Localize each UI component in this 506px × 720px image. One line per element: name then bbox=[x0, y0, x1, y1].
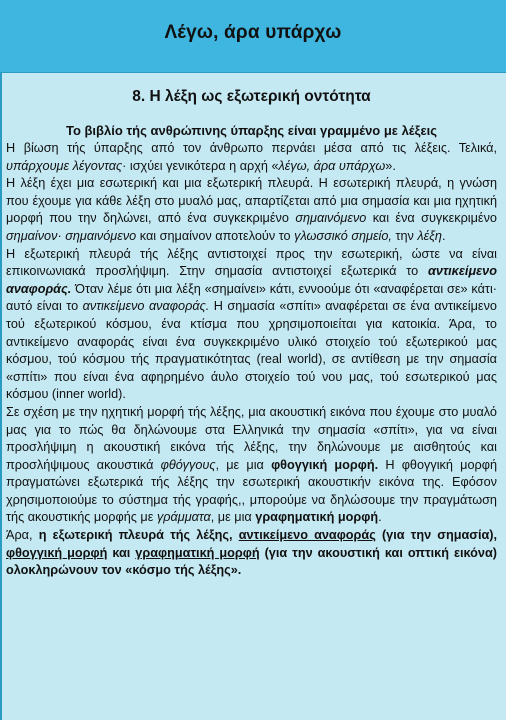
p2-italic-h: λέξη bbox=[417, 228, 442, 243]
left-border bbox=[0, 72, 2, 720]
paragraph-3 bbox=[6, 246, 497, 404]
p5-text-a: Άρα, bbox=[6, 528, 39, 543]
p4-italic-b: φθόγγους bbox=[160, 457, 216, 472]
p3-text-c: Όταν λέμε ότι μια λέξη «σημαίνει» κάτι, εννοούμε ότι «αναφέρεται σε» κάτι· αυτό είναι το bbox=[6, 281, 497, 314]
p5-bold-e: (για την σημασία), bbox=[375, 528, 498, 543]
p2-italic-b: σημαινόμενο bbox=[295, 211, 367, 226]
p4-italic-f: γράμματα bbox=[156, 510, 211, 525]
paragraph-2 bbox=[6, 175, 497, 245]
p1-italic-b: υπάρχουμε λέγοντας bbox=[6, 158, 123, 173]
p5-bold-b: η εξωτερική πλευρά τής λέξης, bbox=[38, 528, 233, 543]
banner-title: Λέγω, άρα υπάρχω bbox=[164, 22, 342, 43]
p1-text-c: · ισχύει γενικότερα η αρχή « bbox=[122, 158, 279, 173]
p1-text-a: Η βίωση τής ύπαρξης από τον άνθρωπο περνάει μέσα από τις λέξεις. Τελικά, bbox=[6, 141, 497, 155]
p3-bold-italic-b: αντικείμενο αναφοράς. bbox=[6, 264, 497, 296]
p3-text-e: Η σημασία «σπίτι» αναφέρεται σε ένα αντικείμενο τού εξωτερικού κόσμου, ένα κτίσμα που χρησιμοποιείται για κατοικία. Άρα, το αντικείμενο αναφοράς είναι ένα συγκεκριμένο υλικό στοιχείο τού εξωτερικού μας κόσμου, τού κόσμου τής πραγματικότητας (real world), σε αντίθεση με την σημασία «σπίτι» που είναι ένα αφηρημένο άυλο στοιχείο τού νου μας, τού εσωτερικού μας κόσμου (inner world). bbox=[6, 299, 497, 402]
p2-italic-f: γλωσσικό σημείο, bbox=[294, 228, 392, 243]
text-body bbox=[6, 82, 497, 580]
paragraph-4 bbox=[6, 404, 497, 527]
p5-bold-underline-d: αντικείμενο αναφοράς bbox=[238, 528, 376, 543]
p2-text-c: και ένα συγκεκριμένο bbox=[366, 211, 497, 226]
title-banner bbox=[0, 0, 506, 73]
p5-bold-g: και bbox=[107, 545, 136, 560]
paragraph-5 bbox=[6, 527, 497, 580]
p4-text-i: . bbox=[378, 510, 382, 525]
p5-bold-underline-h: γραφηματική μορφή bbox=[135, 545, 260, 560]
p2-text-e: και σημαίνον αποτελούν το bbox=[136, 228, 295, 243]
p4-text-a: Σε σχέση με την ηχητική μορφή τής λέξης, μια ακουστική εικόνα που έχουμε στο μυαλό μας για το πώς θα δηλώνουμε στα Ελληνικά την σημασία «σπίτι», για να είναι προσλήψιμη η ακουστική εικόνα τής λέξης, την δηλώνουμε με αισθητούς και προσλήψιμους ακουστικά bbox=[6, 404, 497, 472]
p1-text-e: ». bbox=[385, 158, 396, 173]
p4-bold-h: γραφηματική μορφή bbox=[255, 510, 379, 525]
paragraph-1 bbox=[6, 140, 497, 175]
p4-text-g: , με μια bbox=[210, 510, 256, 525]
p5-bold-underline-f: φθογγική μορφή bbox=[6, 545, 108, 560]
p2-text-i: . bbox=[441, 228, 446, 243]
subheading: Το βιβλίο τής ανθρώπινης ύπαρξης είναι γραμμένο με λέξεις bbox=[65, 123, 438, 138]
section-title: 8. Η λέξη ως εξωτερική οντότητα bbox=[132, 88, 371, 105]
p2-italic-d: σημαίνον· σημαινόμενο bbox=[6, 228, 137, 243]
p4-text-c: , με μια bbox=[215, 457, 272, 472]
p4-text-e: Η φθογγική μορφή πραγματώνει εξωτερικά τής λέξης την εσωτερική ακουστικήν εικόνα της. Εφόσον χρησιμοποιούμε το σύστημα τής γραφής,, μπορούμε να δηλώσουμε την πραγμάτωση τής ακουστικής μορφής με bbox=[6, 457, 498, 525]
p4-bold-d: φθογγική μορφή. bbox=[271, 457, 379, 472]
p3-text-a: Η εξωτερική πλευρά τής λέξης αντιστοιχεί προς την εσωτερική, ώστε να είναι επικοινωνιακά προσλήψιμη. Στην σημασία αντιστοιχεί εξωτερικά το bbox=[6, 246, 497, 279]
p5-bold-i: (για την ακουστική και οπτική εικόνα) ολοκληρώνουν τον «κόσμο τής λέξης». bbox=[6, 545, 498, 578]
p2-text-g: την bbox=[391, 228, 418, 243]
p3-italic-d: αντικείμενο αναφοράς. bbox=[82, 299, 210, 314]
p2-text-a: Η λέξη έχει μια εσωτερική και μια εξωτερική πλευρά. Η εσωτερική πλευρά, η γνώση που έχουμε για κάθε λέξη στο μυαλό μας, απαρτίζεται από μια σημασία και μια ηχητική μορφή που την δηλώνει, από ένα συγκεκριμένο bbox=[6, 176, 497, 226]
p1-italic-d: λέγω, άρα υπάρχω bbox=[278, 158, 386, 173]
